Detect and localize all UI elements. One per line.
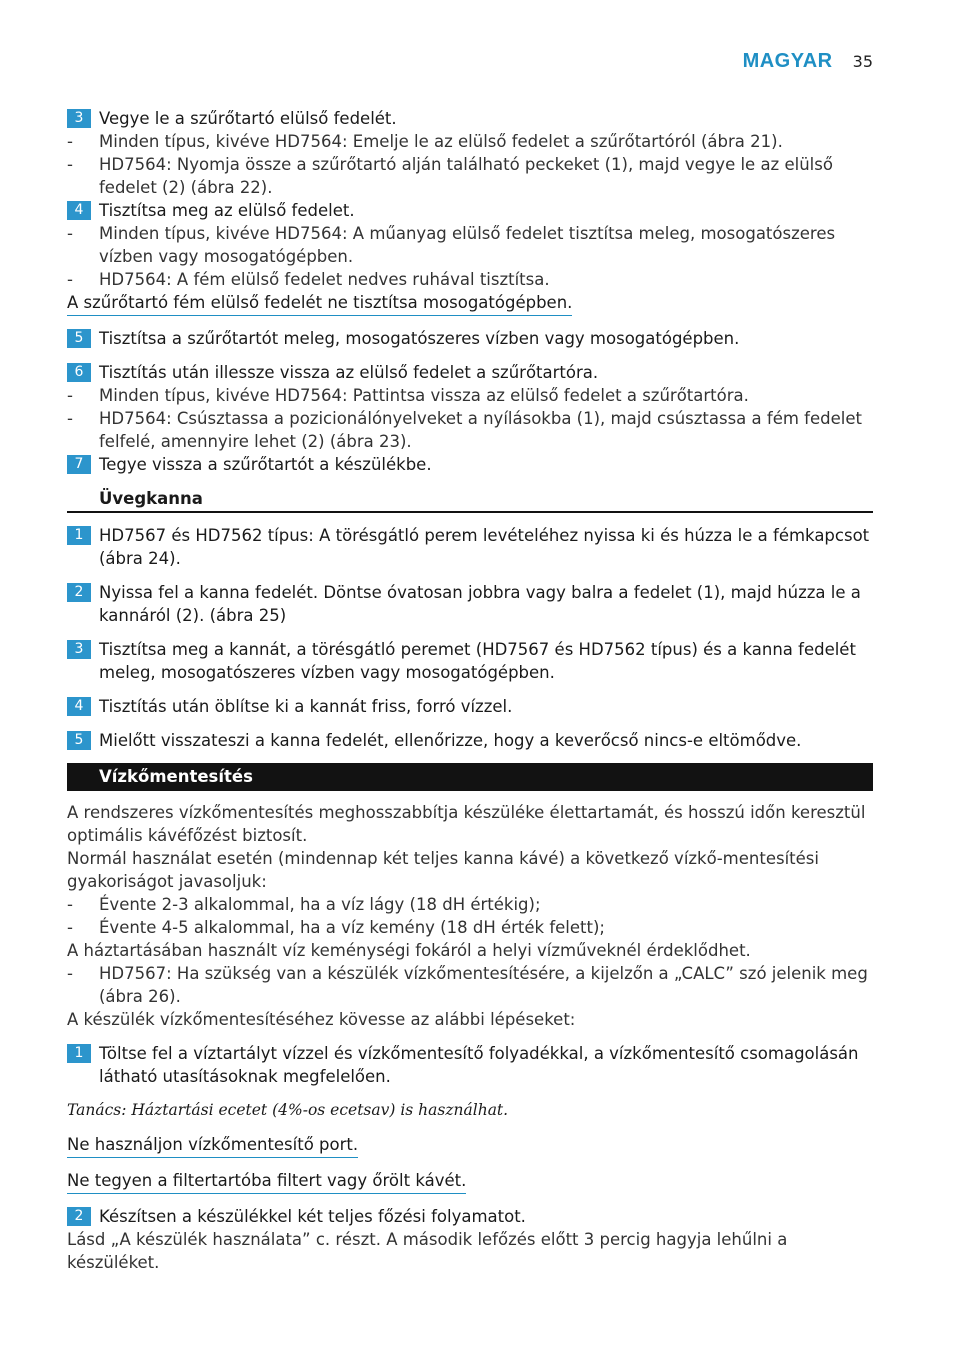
bullet-text: Minden típus, kivéve HD7564: Pattintsa vissza az elülső fedelet a szűrőtartóra. [99, 386, 749, 405]
language-label: MAGYAR [742, 50, 833, 72]
step-number-badge: 4 [67, 697, 91, 716]
jug-step [67, 524, 873, 570]
warning-note [67, 1133, 873, 1158]
tip-note: Tanács: Háztartási ecetet (4%-os ecetsav) is használhat. [67, 1101, 509, 1119]
step-text: HD7567 és HD7562 típus: A törésgátló perem levételéhez nyissa ki és húzza le a fémkapcsot (ábra 24). [99, 526, 870, 568]
filter-step-5 [67, 327, 873, 350]
step-number-badge: 3 [67, 640, 91, 659]
step-number-badge: 5 [67, 731, 91, 750]
paragraph: A rendszeres vízkőmentesítés meghosszabbítja készüléke élettartamát, és hosszú időn keresztül optimális kávéfőzést biztosít. [67, 803, 866, 845]
bullet-text: Évente 4-5 alkalommal, ha a víz kemény (18 dH érték felett); [99, 918, 605, 937]
bullet-text: Minden típus, kivéve HD7564: A műanyag elülső fedelet tisztítsa meleg, mosogatószeres vízben vagy mosogatógépben. [99, 224, 836, 266]
step-number-badge: 1 [67, 1044, 91, 1063]
bullet-item [67, 153, 873, 199]
jug-step [67, 729, 873, 752]
step-number-badge: 2 [67, 583, 91, 602]
step-text: Töltse fel a víztartályt vízzel és vízkőmentesítő folyadékkal, a vízkőmentesítő csomagolásán látható utasításoknak megfelelően. [99, 1044, 859, 1086]
bullet-item [67, 384, 873, 407]
bullet-list [67, 384, 873, 453]
warning-note [67, 291, 873, 316]
dash-icon: - [67, 270, 73, 289]
step-text: Mielőtt visszateszi a kanna fedelét, ellenőrizze, hogy a keverőcső nincs-e eltömődve. [99, 731, 802, 750]
step-text: Nyissa fel a kanna fedelét. Döntse óvatosan jobbra vagy balra a fedelet (1), majd húzza le a kannáról (2). (ábra 25) [99, 583, 861, 625]
bullet-text: HD7564: A fém elülső fedelet nedves ruhával tisztítsa. [99, 270, 550, 289]
bullet-list [67, 130, 873, 199]
jug-step [67, 695, 873, 718]
warning-note [67, 1169, 873, 1194]
dash-icon: - [67, 224, 73, 243]
step-text: Készítsen a készülékkel két teljes főzési folyamatot. [99, 1207, 526, 1226]
bullet-text: HD7564: Csúsztassa a pozicionálónyelveket a nyílásokba (1), majd csúsztassa a fém fedelet felfelé, amennyire lehet (2) (ábra 23). [99, 409, 862, 451]
section-heading-glass-jug: Üvegkanna [67, 487, 873, 513]
bullet-item [67, 268, 873, 291]
bullet-item [67, 893, 873, 916]
step-text: Tisztítás után öblítse ki a kannát friss, forró vízzel. [99, 697, 513, 716]
dash-icon: - [67, 895, 73, 914]
jug-step [67, 581, 873, 627]
bullet-text: Évente 2-3 alkalommal, ha a víz lágy (18 dH értékig); [99, 895, 541, 914]
bullet-item [67, 407, 873, 453]
page-number: 35 [852, 52, 873, 71]
dash-icon: - [67, 386, 73, 405]
bullet-item [67, 916, 873, 939]
step-number-badge: 4 [67, 201, 91, 220]
descale-step [67, 1205, 873, 1228]
calc-list [67, 962, 873, 1008]
step-text: Tisztítsa meg az elülső fedelet. [99, 201, 355, 220]
paragraph: Normál használat esetén (mindennap két teljes kanna kávé) a következő vízkő-mentesítési gyakoriságot javasoljuk: [67, 849, 819, 891]
step-text: Tisztítás után illessze vissza az elülső fedelet a szűrőtartóra. [99, 363, 599, 382]
step [67, 361, 873, 384]
paragraph: A háztartásában használt víz keménységi fokáról a helyi vízműveknél érdeklődhet. [67, 941, 751, 960]
filter-step-4 [67, 199, 873, 291]
dash-icon: - [67, 132, 73, 151]
frequency-list [67, 893, 873, 939]
warning-text: Ne használjon vízkőmentesítő port. [67, 1133, 358, 1158]
bullet-text: Minden típus, kivéve HD7564: Emelje le az elülső fedelet a szűrőtartóról (ábra 21). [99, 132, 783, 151]
warning-text: A szűrőtartó fém elülső fedelét ne tisztítsa mosogatógépben. [67, 291, 572, 316]
step-number-badge: 2 [67, 1207, 91, 1226]
bullet-text: HD7567: Ha szükség van a készülék vízkőmentesítésére, a kijelzőn a „CALC” szó jelenik meg (ábra 26). [99, 964, 868, 1006]
section-heading-descaling: Vízkőmentesítés [67, 763, 873, 791]
bullet-text: HD7564: Nyomja össze a szűrőtartó alján található peckeket (1), majd vegye le az elülső fedelet (2) (ábra 22). [99, 155, 833, 197]
step-number-badge: 1 [67, 526, 91, 545]
step-number-badge: 5 [67, 329, 91, 348]
bullet-item [67, 962, 873, 1008]
step [67, 107, 873, 130]
step-number-badge: 6 [67, 363, 91, 382]
step-number-badge: 3 [67, 109, 91, 128]
descale-step [67, 1042, 873, 1088]
filter-step-6 [67, 361, 873, 453]
step-text: Vegye le a szűrőtartó elülső fedelét. [99, 109, 397, 128]
filter-step-3 [67, 107, 873, 199]
step [67, 199, 873, 222]
bullet-list [67, 222, 873, 291]
warning-text: Ne tegyen a filtertartóba filtert vagy őrölt kávét. [67, 1169, 466, 1194]
bullet-item [67, 130, 873, 153]
filter-step-7 [67, 453, 873, 476]
step-text: Tisztítsa meg a kannát, a törésgátló peremet (HD7567 és HD7562 típus) és a kanna fedelét meleg, mosogatószeres vízben vagy mosogatógépben. [99, 640, 856, 682]
step-number-badge: 7 [67, 455, 91, 474]
dash-icon: - [67, 918, 73, 937]
descaling-intro [67, 801, 873, 1031]
jug-step [67, 638, 873, 684]
dash-icon: - [67, 155, 73, 174]
page-content [67, 107, 873, 1274]
step-text: Tisztítsa a szűrőtartót meleg, mosogatószeres vízben vagy mosogatógépben. [99, 329, 740, 348]
bullet-item [67, 222, 873, 268]
paragraph: Lásd „A készülék használata” c. részt. A második lefőzés előtt 3 percig hagyja lehűlni a készüléket. [67, 1230, 788, 1272]
dash-icon: - [67, 964, 73, 983]
page-header [743, 50, 873, 73]
step-text: Tegye vissza a szűrőtartót a készülékbe. [99, 455, 432, 474]
paragraph: A készülék vízkőmentesítéséhez kövesse az alábbi lépéseket: [67, 1010, 576, 1029]
dash-icon: - [67, 409, 73, 428]
